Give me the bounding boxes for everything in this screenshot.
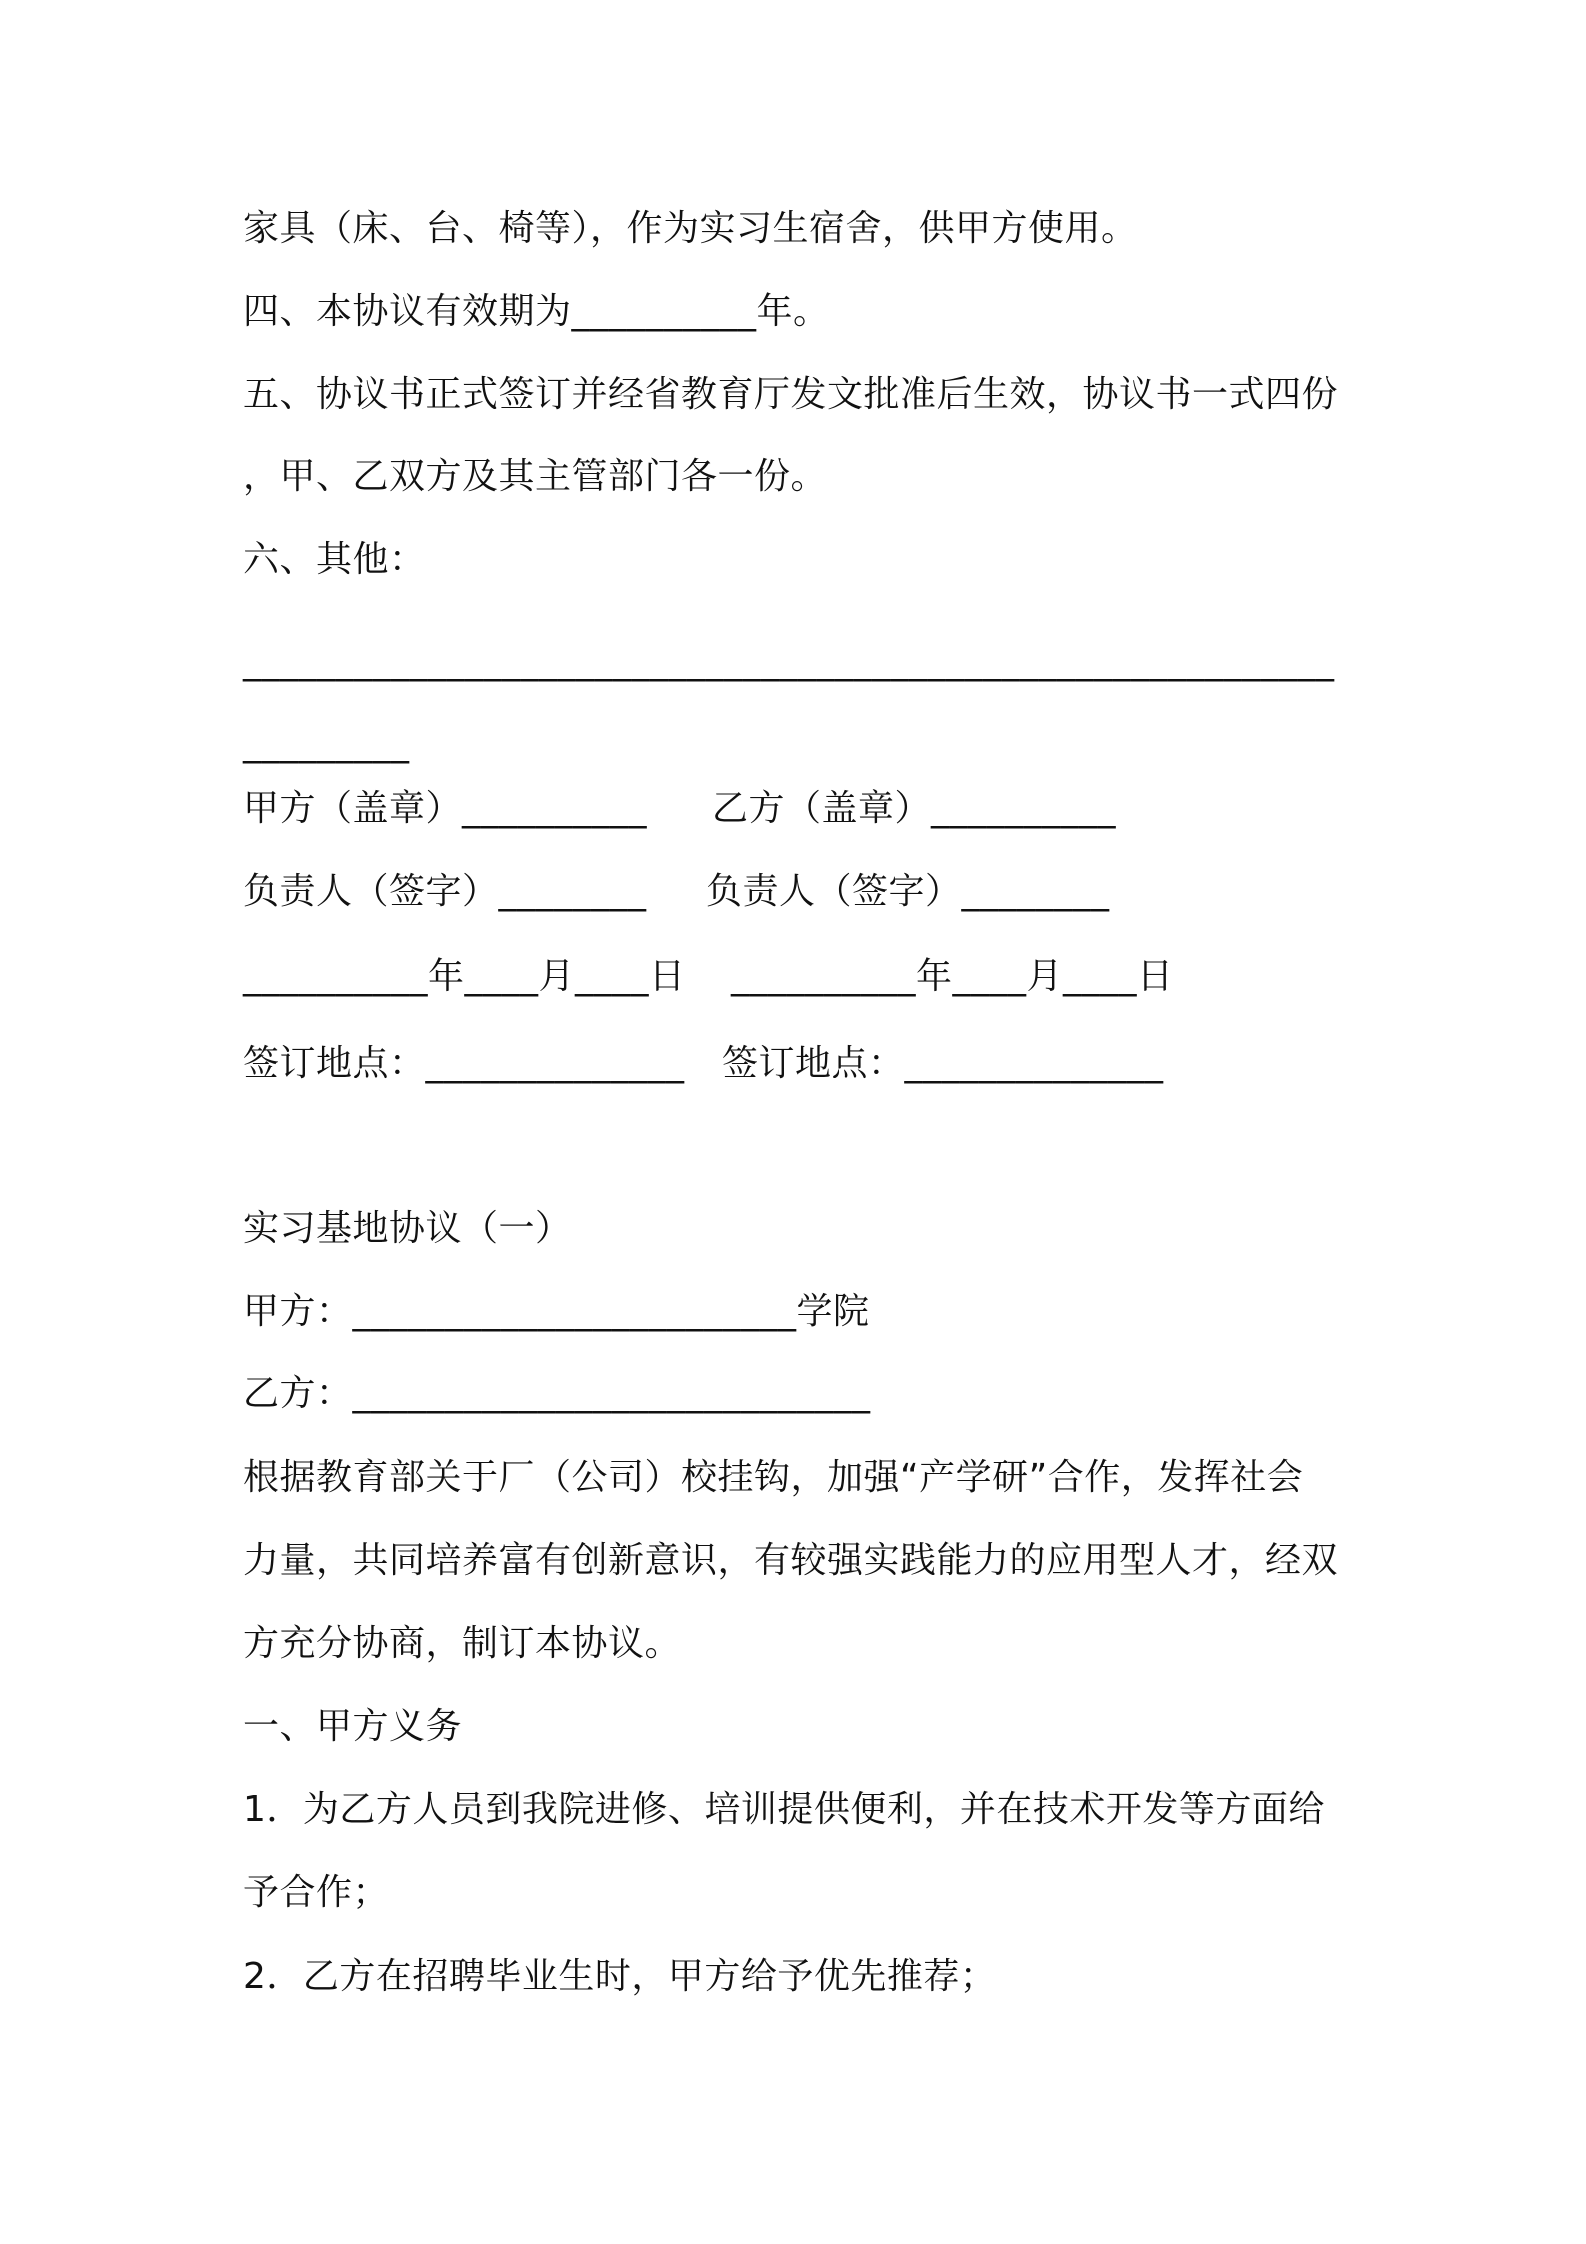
party-b-signature: 负责人（签字）________ — [706, 871, 1110, 912]
text-line: 家具（床、台、椅等），作为实习生宿舍，供甲方使用。 — [243, 208, 1138, 249]
effect-clause-line-2: ，甲、乙双方及其主管部门各一份。 — [243, 456, 828, 497]
party-b-signing-place: 签订地点：______________ — [722, 1043, 1164, 1084]
duty-item-1-line-2: 予合作； — [243, 1872, 390, 1913]
other-clause-heading: 六、其他： — [243, 539, 426, 580]
duty-item-1-line-1: 1．为乙方人员到我院进修、培训提供便利，并在技术开发等方面给 — [243, 1789, 1325, 1830]
other-clause-blank-line-2: _________ — [243, 723, 410, 764]
preamble-line-2: 力量，共同培养富有创新意识，有较强实践能力的应用型人才，经双 — [243, 1540, 1339, 1581]
preamble-line-3: 方充分协商，制订本协议。 — [243, 1623, 682, 1664]
other-clause-blank-line-1: ___________________________________________________________ — [243, 641, 1335, 682]
agreement-title: 实习基地协议（一） — [243, 1208, 572, 1249]
party-a-signature: 负责人（签字）________ — [243, 871, 647, 912]
party-a-seal: 甲方（盖章）__________ — [243, 788, 648, 829]
party-a-signing-place: 签订地点：______________ — [243, 1043, 685, 1084]
effect-clause-line-1: 五、协议书正式签订并经省教育厅发文批准后生效，协议书一式四份 — [243, 374, 1339, 415]
party-a-date: __________年____月____日 — [243, 956, 686, 997]
preamble-line-1: 根据教育部关于厂（公司）校挂钩，加强“产学研”合作，发挥社会 — [243, 1457, 1304, 1498]
party-b-seal: 乙方（盖章）__________ — [712, 788, 1117, 829]
party-b-date: __________年____月____日 — [731, 956, 1174, 997]
party-b-line: 乙方：____________________________ — [243, 1373, 871, 1414]
section-heading-party-a-duties: 一、甲方义务 — [243, 1706, 463, 1747]
duty-item-2: 2．乙方在招聘毕业生时，甲方给予优先推荐； — [243, 1956, 997, 1997]
party-a-line: 甲方：________________________学院 — [243, 1291, 870, 1332]
validity-clause: 四、本协议有效期为__________年。 — [243, 291, 830, 332]
